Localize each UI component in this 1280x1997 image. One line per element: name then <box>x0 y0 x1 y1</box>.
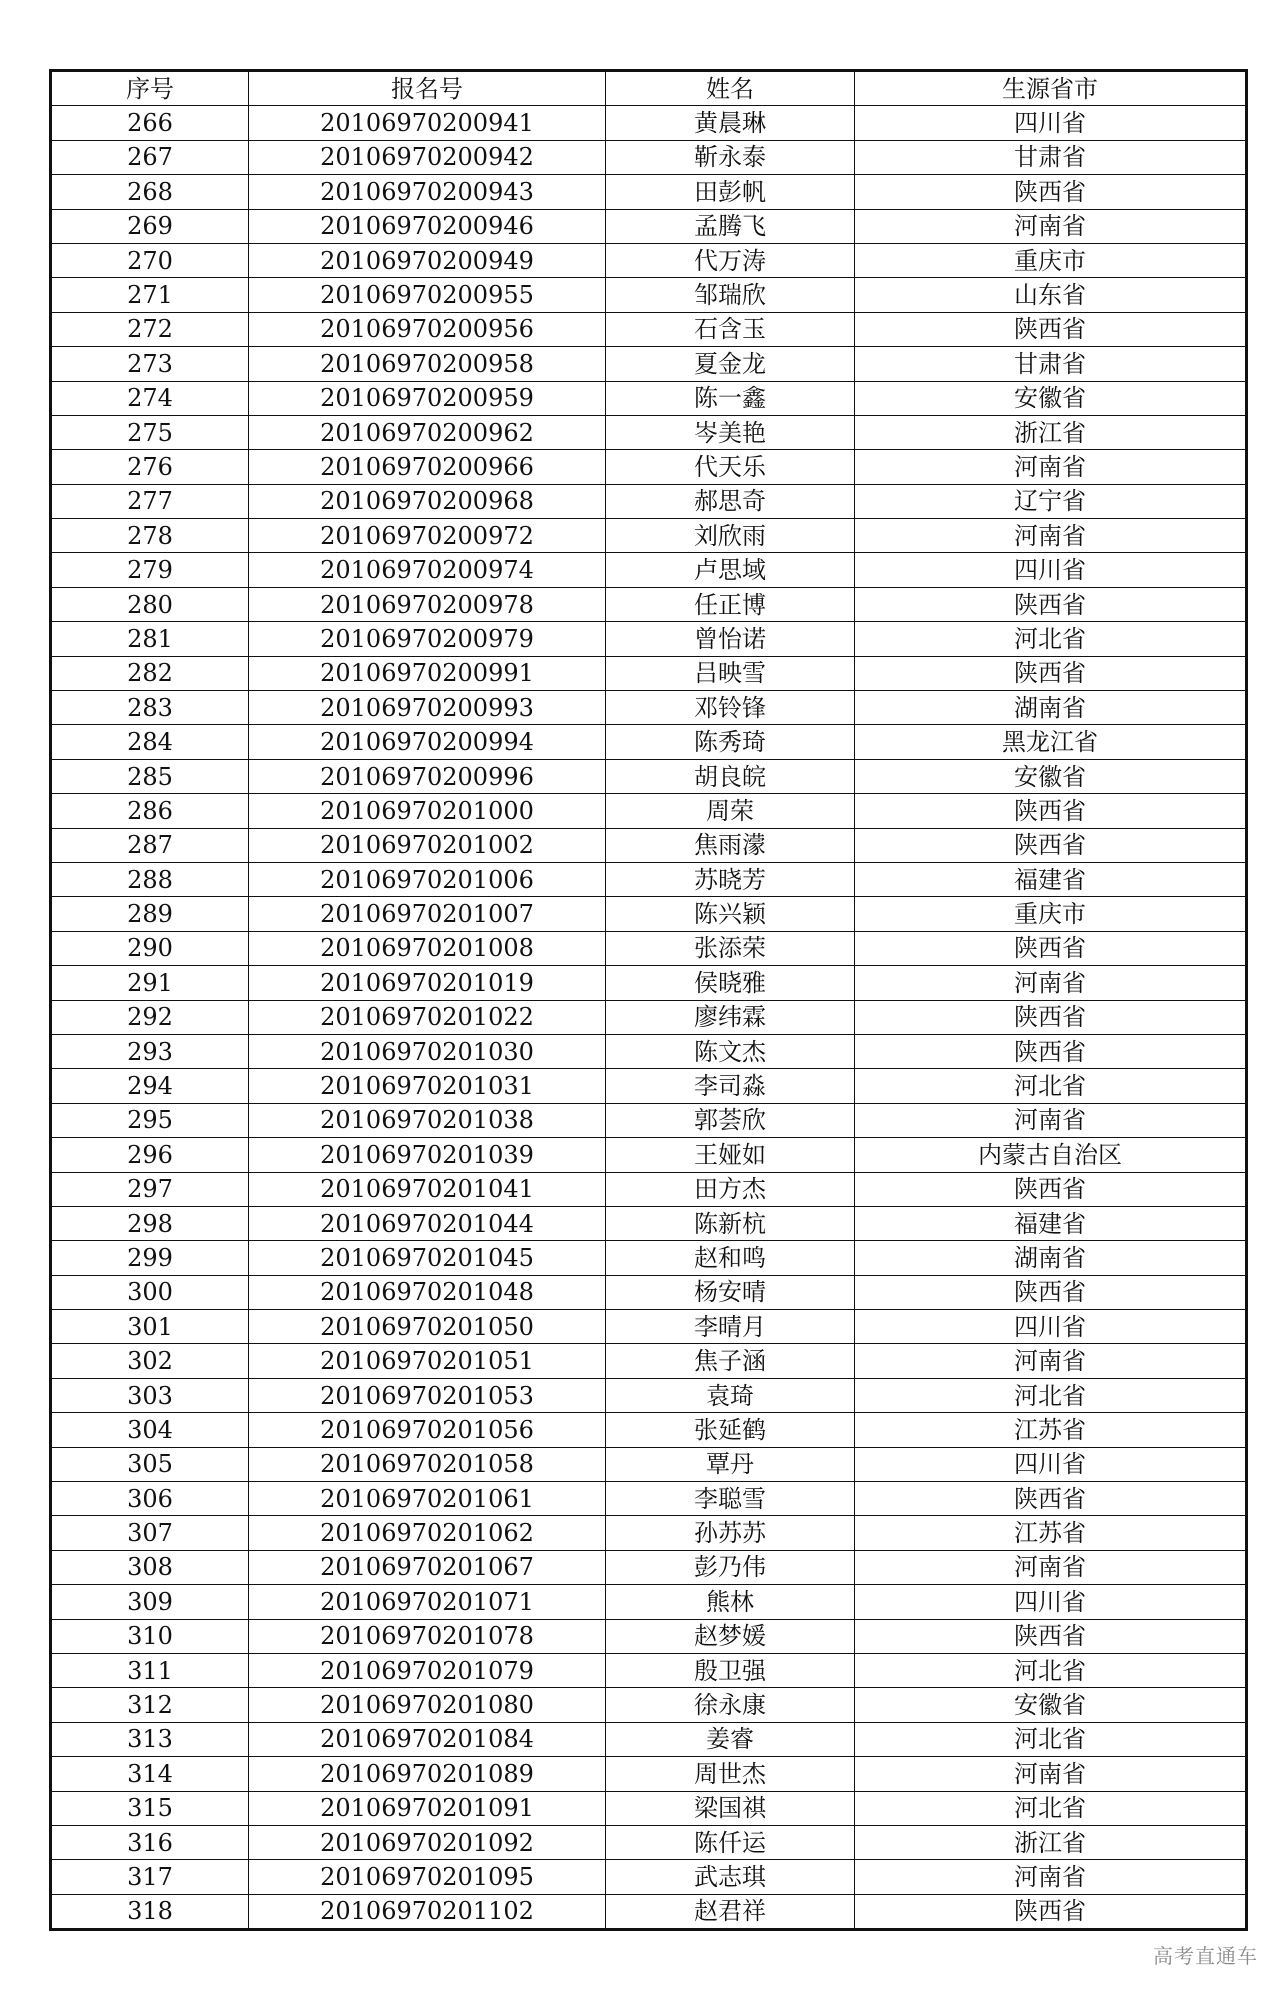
cell-name: 靳永泰 <box>606 140 855 174</box>
table-row <box>51 759 1247 793</box>
table-row <box>51 140 1247 174</box>
cell-name: 孙苏苏 <box>606 1516 855 1550</box>
cell-registration-number: 20106970200962 <box>249 415 606 449</box>
cell-registration-number: 20106970200993 <box>249 691 606 725</box>
cell-province: 陕西省 <box>855 1482 1247 1516</box>
cell-province: 陕西省 <box>855 1172 1247 1206</box>
cell-sequence: 284 <box>51 725 249 759</box>
table-row <box>51 656 1247 690</box>
cell-sequence: 270 <box>51 243 249 277</box>
cell-sequence: 287 <box>51 828 249 862</box>
cell-province: 陕西省 <box>855 828 1247 862</box>
cell-name: 杨安晴 <box>606 1275 855 1309</box>
table-row <box>51 1069 1247 1103</box>
cell-sequence: 294 <box>51 1069 249 1103</box>
cell-registration-number: 20106970201007 <box>249 897 606 931</box>
cell-sequence: 310 <box>51 1619 249 1653</box>
cell-sequence: 311 <box>51 1653 249 1687</box>
table-row <box>51 1344 1247 1378</box>
cell-sequence: 314 <box>51 1757 249 1791</box>
cell-name: 陈仟运 <box>606 1825 855 1859</box>
table-row <box>51 1413 1247 1447</box>
cell-registration-number: 20106970200996 <box>249 759 606 793</box>
cell-name: 黄晨琳 <box>606 106 855 140</box>
cell-registration-number: 20106970200943 <box>249 175 606 209</box>
cell-province: 浙江省 <box>855 1825 1247 1859</box>
cell-province: 陕西省 <box>855 794 1247 828</box>
cell-sequence: 286 <box>51 794 249 828</box>
cell-name: 陈新杭 <box>606 1206 855 1240</box>
cell-name: 陈一鑫 <box>606 381 855 415</box>
cell-name: 侯晓雅 <box>606 966 855 1000</box>
cell-name: 殷卫强 <box>606 1653 855 1687</box>
table-row <box>51 1206 1247 1240</box>
cell-sequence: 315 <box>51 1791 249 1825</box>
cell-sequence: 290 <box>51 931 249 965</box>
cell-sequence: 313 <box>51 1722 249 1756</box>
cell-province: 四川省 <box>855 1447 1247 1481</box>
cell-registration-number: 20106970201071 <box>249 1585 606 1619</box>
cell-registration-number: 20106970201091 <box>249 1791 606 1825</box>
table-row <box>51 691 1247 725</box>
table-row <box>51 1138 1247 1172</box>
table-row <box>51 553 1247 587</box>
table-row <box>51 1619 1247 1653</box>
cell-name: 袁琦 <box>606 1378 855 1412</box>
cell-name: 赵和鸣 <box>606 1241 855 1275</box>
cell-name: 刘欣雨 <box>606 519 855 553</box>
cell-province: 河北省 <box>855 1378 1247 1412</box>
cell-province: 甘肃省 <box>855 347 1247 381</box>
cell-province: 河南省 <box>855 1344 1247 1378</box>
roster-table <box>49 69 1248 1931</box>
cell-sequence: 281 <box>51 622 249 656</box>
cell-province: 河南省 <box>855 519 1247 553</box>
cell-province: 福建省 <box>855 1206 1247 1240</box>
table-row <box>51 1722 1247 1756</box>
cell-sequence: 296 <box>51 1138 249 1172</box>
cell-sequence: 271 <box>51 278 249 312</box>
table-row <box>51 106 1247 140</box>
table-row <box>51 1757 1247 1791</box>
table-row <box>51 1103 1247 1137</box>
header-registration-number: 报名号 <box>249 71 606 106</box>
cell-registration-number: 20106970200955 <box>249 278 606 312</box>
cell-province: 河南省 <box>855 1860 1247 1894</box>
cell-province: 陕西省 <box>855 931 1247 965</box>
table-row <box>51 1653 1247 1687</box>
cell-name: 任正博 <box>606 587 855 621</box>
cell-registration-number: 20106970201002 <box>249 828 606 862</box>
cell-name: 覃丹 <box>606 1447 855 1481</box>
cell-name: 陈文杰 <box>606 1034 855 1068</box>
cell-province: 河北省 <box>855 1722 1247 1756</box>
cell-registration-number: 20106970200991 <box>249 656 606 690</box>
cell-name: 周世杰 <box>606 1757 855 1791</box>
cell-name: 李晴月 <box>606 1310 855 1344</box>
cell-province: 内蒙古自治区 <box>855 1138 1247 1172</box>
cell-registration-number: 20106970201061 <box>249 1482 606 1516</box>
cell-registration-number: 20106970201089 <box>249 1757 606 1791</box>
cell-registration-number: 20106970201006 <box>249 862 606 896</box>
cell-name: 夏金龙 <box>606 347 855 381</box>
header-province: 生源省市 <box>855 71 1247 106</box>
table-row <box>51 1275 1247 1309</box>
cell-registration-number: 20106970201030 <box>249 1034 606 1068</box>
table-row <box>51 175 1247 209</box>
cell-province: 陕西省 <box>855 1034 1247 1068</box>
table-row <box>51 1482 1247 1516</box>
cell-name: 王娅如 <box>606 1138 855 1172</box>
table-row <box>51 794 1247 828</box>
cell-name: 周荣 <box>606 794 855 828</box>
table-row <box>51 278 1247 312</box>
cell-sequence: 307 <box>51 1516 249 1550</box>
table-row <box>51 519 1247 553</box>
cell-sequence: 291 <box>51 966 249 1000</box>
cell-registration-number: 20106970200979 <box>249 622 606 656</box>
cell-sequence: 298 <box>51 1206 249 1240</box>
cell-name: 熊林 <box>606 1585 855 1619</box>
cell-name: 邓铃锋 <box>606 691 855 725</box>
table-row <box>51 415 1247 449</box>
cell-province: 陕西省 <box>855 1894 1247 1929</box>
table-row <box>51 1688 1247 1722</box>
cell-province: 陕西省 <box>855 312 1247 346</box>
table-row <box>51 1241 1247 1275</box>
cell-name: 张添荣 <box>606 931 855 965</box>
cell-province: 四川省 <box>855 1585 1247 1619</box>
cell-registration-number: 20106970201044 <box>249 1206 606 1240</box>
cell-name: 武志琪 <box>606 1860 855 1894</box>
cell-registration-number: 20106970201080 <box>249 1688 606 1722</box>
table-row <box>51 725 1247 759</box>
header-row <box>51 71 1247 106</box>
cell-name: 代万涛 <box>606 243 855 277</box>
cell-sequence: 299 <box>51 1241 249 1275</box>
cell-province: 安徽省 <box>855 1688 1247 1722</box>
table-row <box>51 1000 1247 1034</box>
cell-province: 河北省 <box>855 1069 1247 1103</box>
table-row <box>51 828 1247 862</box>
cell-registration-number: 20106970201051 <box>249 1344 606 1378</box>
cell-registration-number: 20106970200968 <box>249 484 606 518</box>
cell-name: 孟腾飞 <box>606 209 855 243</box>
cell-registration-number: 20106970201084 <box>249 1722 606 1756</box>
cell-sequence: 318 <box>51 1894 249 1929</box>
cell-name: 赵君祥 <box>606 1894 855 1929</box>
cell-name: 赵梦媛 <box>606 1619 855 1653</box>
cell-sequence: 269 <box>51 209 249 243</box>
cell-name: 陈秀琦 <box>606 725 855 759</box>
cell-sequence: 278 <box>51 519 249 553</box>
cell-name: 曾怡诺 <box>606 622 855 656</box>
cell-sequence: 288 <box>51 862 249 896</box>
roster-body <box>51 106 1247 1930</box>
cell-sequence: 276 <box>51 450 249 484</box>
cell-name: 代天乐 <box>606 450 855 484</box>
cell-registration-number: 20106970200974 <box>249 553 606 587</box>
cell-sequence: 289 <box>51 897 249 931</box>
cell-sequence: 277 <box>51 484 249 518</box>
cell-name: 姜睿 <box>606 1722 855 1756</box>
cell-name: 邹瑞欣 <box>606 278 855 312</box>
cell-registration-number: 20106970200972 <box>249 519 606 553</box>
cell-registration-number: 20106970200966 <box>249 450 606 484</box>
cell-sequence: 280 <box>51 587 249 621</box>
cell-name: 卢思域 <box>606 553 855 587</box>
cell-province: 安徽省 <box>855 759 1247 793</box>
cell-sequence: 282 <box>51 656 249 690</box>
cell-name: 岑美艳 <box>606 415 855 449</box>
cell-registration-number: 20106970200946 <box>249 209 606 243</box>
cell-name: 李聪雪 <box>606 1482 855 1516</box>
cell-sequence: 293 <box>51 1034 249 1068</box>
table-row <box>51 347 1247 381</box>
cell-registration-number: 20106970201056 <box>249 1413 606 1447</box>
cell-name: 焦子涵 <box>606 1344 855 1378</box>
cell-province: 陕西省 <box>855 587 1247 621</box>
table-row <box>51 209 1247 243</box>
table-row <box>51 1791 1247 1825</box>
cell-registration-number: 20106970201038 <box>249 1103 606 1137</box>
cell-province: 河南省 <box>855 209 1247 243</box>
cell-sequence: 301 <box>51 1310 249 1344</box>
cell-registration-number: 20106970200978 <box>249 587 606 621</box>
cell-registration-number: 20106970201031 <box>249 1069 606 1103</box>
cell-registration-number: 20106970201053 <box>249 1378 606 1412</box>
cell-registration-number: 20106970201048 <box>249 1275 606 1309</box>
cell-registration-number: 20106970201000 <box>249 794 606 828</box>
table-row <box>51 312 1247 346</box>
cell-sequence: 292 <box>51 1000 249 1034</box>
cell-province: 江苏省 <box>855 1413 1247 1447</box>
cell-name: 梁国祺 <box>606 1791 855 1825</box>
table-row <box>51 1310 1247 1344</box>
cell-province: 湖南省 <box>855 1241 1247 1275</box>
cell-name: 石含玉 <box>606 312 855 346</box>
cell-sequence: 306 <box>51 1482 249 1516</box>
cell-province: 江苏省 <box>855 1516 1247 1550</box>
cell-name: 田方杰 <box>606 1172 855 1206</box>
cell-registration-number: 20106970201079 <box>249 1653 606 1687</box>
cell-province: 重庆市 <box>855 897 1247 931</box>
header-name: 姓名 <box>606 71 855 106</box>
cell-registration-number: 20106970201019 <box>249 966 606 1000</box>
cell-registration-number: 20106970201022 <box>249 1000 606 1034</box>
table-row <box>51 243 1247 277</box>
cell-name: 郝思奇 <box>606 484 855 518</box>
cell-province: 河南省 <box>855 1103 1247 1137</box>
cell-name: 彭乃伟 <box>606 1550 855 1584</box>
cell-registration-number: 20106970201045 <box>249 1241 606 1275</box>
table-row <box>51 1034 1247 1068</box>
cell-sequence: 268 <box>51 175 249 209</box>
cell-registration-number: 20106970201058 <box>249 1447 606 1481</box>
cell-sequence: 272 <box>51 312 249 346</box>
cell-sequence: 285 <box>51 759 249 793</box>
cell-registration-number: 20106970200994 <box>249 725 606 759</box>
cell-registration-number: 20106970201078 <box>249 1619 606 1653</box>
cell-name: 苏晓芳 <box>606 862 855 896</box>
cell-province: 河北省 <box>855 1791 1247 1825</box>
table-row <box>51 931 1247 965</box>
cell-registration-number: 20106970200959 <box>249 381 606 415</box>
cell-province: 辽宁省 <box>855 484 1247 518</box>
cell-name: 郭荟欣 <box>606 1103 855 1137</box>
cell-registration-number: 20106970201041 <box>249 1172 606 1206</box>
cell-registration-number: 20106970200956 <box>249 312 606 346</box>
cell-province: 重庆市 <box>855 243 1247 277</box>
cell-province: 陕西省 <box>855 1275 1247 1309</box>
cell-registration-number: 20106970200942 <box>249 140 606 174</box>
cell-name: 李司淼 <box>606 1069 855 1103</box>
cell-registration-number: 20106970200949 <box>249 243 606 277</box>
table-row <box>51 862 1247 896</box>
cell-province: 陕西省 <box>855 1000 1247 1034</box>
cell-name: 陈兴颖 <box>606 897 855 931</box>
table-row <box>51 381 1247 415</box>
table-row <box>51 622 1247 656</box>
cell-registration-number: 20106970201008 <box>249 931 606 965</box>
cell-sequence: 303 <box>51 1378 249 1412</box>
cell-province: 福建省 <box>855 862 1247 896</box>
cell-name: 廖纬霖 <box>606 1000 855 1034</box>
cell-name: 吕映雪 <box>606 656 855 690</box>
cell-province: 陕西省 <box>855 175 1247 209</box>
cell-province: 河北省 <box>855 1653 1247 1687</box>
cell-sequence: 297 <box>51 1172 249 1206</box>
cell-sequence: 309 <box>51 1585 249 1619</box>
table-row <box>51 1378 1247 1412</box>
cell-province: 四川省 <box>855 106 1247 140</box>
cell-sequence: 316 <box>51 1825 249 1859</box>
cell-sequence: 305 <box>51 1447 249 1481</box>
cell-registration-number: 20106970201067 <box>249 1550 606 1584</box>
cell-sequence: 304 <box>51 1413 249 1447</box>
cell-sequence: 266 <box>51 106 249 140</box>
cell-province: 陕西省 <box>855 1619 1247 1653</box>
cell-sequence: 273 <box>51 347 249 381</box>
cell-registration-number: 20106970201062 <box>249 1516 606 1550</box>
cell-registration-number: 20106970201102 <box>249 1894 606 1929</box>
watermark-text: 高考直通车 <box>1153 1944 1258 1968</box>
cell-sequence: 317 <box>51 1860 249 1894</box>
table-row <box>51 1447 1247 1481</box>
table-row <box>51 1894 1247 1929</box>
table-row <box>51 966 1247 1000</box>
table-row <box>51 1516 1247 1550</box>
cell-province: 山东省 <box>855 278 1247 312</box>
cell-province: 河南省 <box>855 966 1247 1000</box>
cell-sequence: 312 <box>51 1688 249 1722</box>
cell-province: 河南省 <box>855 1550 1247 1584</box>
cell-province: 湖南省 <box>855 691 1247 725</box>
cell-province: 陕西省 <box>855 656 1247 690</box>
cell-province: 黑龙江省 <box>855 725 1247 759</box>
cell-sequence: 300 <box>51 1275 249 1309</box>
cell-name: 焦雨濛 <box>606 828 855 862</box>
cell-name: 徐永康 <box>606 1688 855 1722</box>
cell-sequence: 267 <box>51 140 249 174</box>
cell-registration-number: 20106970200941 <box>249 106 606 140</box>
cell-province: 四川省 <box>855 1310 1247 1344</box>
cell-name: 胡良皖 <box>606 759 855 793</box>
cell-sequence: 308 <box>51 1550 249 1584</box>
cell-sequence: 295 <box>51 1103 249 1137</box>
cell-sequence: 275 <box>51 415 249 449</box>
cell-registration-number: 20106970200958 <box>249 347 606 381</box>
cell-name: 张延鹤 <box>606 1413 855 1447</box>
table-row <box>51 1172 1247 1206</box>
cell-province: 安徽省 <box>855 381 1247 415</box>
cell-sequence: 302 <box>51 1344 249 1378</box>
table-row <box>51 1860 1247 1894</box>
table-row <box>51 1585 1247 1619</box>
cell-registration-number: 20106970201050 <box>249 1310 606 1344</box>
table-row <box>51 897 1247 931</box>
cell-sequence: 279 <box>51 553 249 587</box>
cell-province: 河南省 <box>855 1757 1247 1791</box>
cell-province: 四川省 <box>855 553 1247 587</box>
cell-registration-number: 20106970201092 <box>249 1825 606 1859</box>
header-sequence: 序号 <box>51 71 249 106</box>
table-row <box>51 450 1247 484</box>
table-row <box>51 484 1247 518</box>
cell-province: 河南省 <box>855 450 1247 484</box>
cell-sequence: 283 <box>51 691 249 725</box>
cell-province: 甘肃省 <box>855 140 1247 174</box>
cell-registration-number: 20106970201039 <box>249 1138 606 1172</box>
table-row <box>51 587 1247 621</box>
cell-province: 浙江省 <box>855 415 1247 449</box>
table-row <box>51 1550 1247 1584</box>
cell-sequence: 274 <box>51 381 249 415</box>
cell-name: 田彭帆 <box>606 175 855 209</box>
cell-registration-number: 20106970201095 <box>249 1860 606 1894</box>
cell-province: 河北省 <box>855 622 1247 656</box>
table-row <box>51 1825 1247 1859</box>
